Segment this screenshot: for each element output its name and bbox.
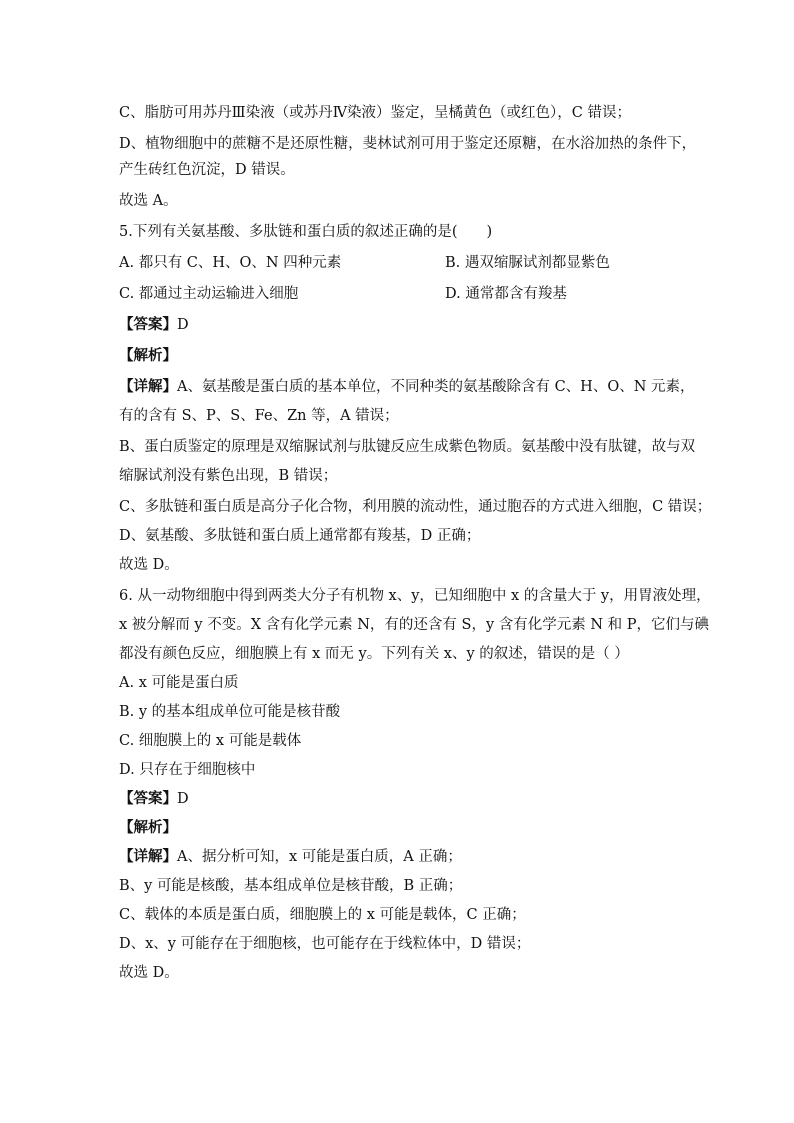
q5-detail-label: 【详解】 bbox=[119, 378, 177, 395]
q5-detail-text-1: A、氨基酸是蛋白质的基本单位，不同种类的氨基酸除含有 C、H、O、N 元素， bbox=[177, 379, 695, 395]
q6-option-b: B. y 的基本组成单位可能是核苷酸 bbox=[119, 704, 341, 720]
q6-option-c: C. 细胞膜上的 x 可能是载体 bbox=[119, 733, 302, 749]
q6-stem-line-3: 都没有颜色反应，细胞膜上有 x 而无 y。下列有关 x、y 的叙述，错误的是（ ） bbox=[119, 646, 629, 662]
q6-option-a: A. x 可能是蛋白质 bbox=[119, 675, 239, 691]
q6-analysis-label: 【解析】 bbox=[119, 819, 177, 836]
q6-stem-line-1: 6. 从一动物细胞中得到两类大分子有机物 x、y，已知细胞中 x 的含量大于 y，用胃液处理， bbox=[119, 588, 711, 604]
q5-detail-line-6: D、氨基酸、多肽链和蛋白质上通常都有羧基，D 正确； bbox=[119, 528, 481, 544]
prev-option-d-explanation-cont: 产生砖红色沉淀，D 错误。 bbox=[119, 162, 295, 178]
q5-detail-line-4: 缩脲试剂没有紫色出现，B 错误； bbox=[119, 468, 338, 484]
q5-option-d: D. 通常都含有羧基 bbox=[445, 286, 567, 302]
q5-choice: 故选 D。 bbox=[119, 557, 179, 573]
q6-choice: 故选 D。 bbox=[119, 965, 179, 981]
q6-detail-label: 【详解】 bbox=[119, 848, 177, 865]
q5-option-b: B. 遇双缩脲试剂都显紫色 bbox=[445, 255, 610, 271]
q6-detail-line-3: C、载体的本质是蛋白质，细胞膜上的 x 可能是载体，C 正确； bbox=[119, 907, 526, 923]
prev-option-c-explanation: C、脂肪可用苏丹Ⅲ染液（或苏丹Ⅳ染液）鉴定，呈橘黄色（或红色），C 错误； bbox=[119, 105, 632, 121]
q5-option-a: A. 都只有 C、H、O、N 四种元素 bbox=[119, 255, 342, 271]
q6-stem-line-2: x 被分解而 y 不变。X 含有化学元素 N，有的还含有 S，y 含有化学元素 N 和 P，它们与碘 bbox=[119, 617, 710, 633]
q6-option-d: D. 只存在于细胞核中 bbox=[119, 762, 256, 778]
q5-stem: 5.下列有关氨基酸、多肽链和蛋白质的叙述正确的是( ) bbox=[119, 224, 493, 240]
q5-options-row-2 bbox=[119, 284, 679, 304]
q6-answer bbox=[119, 789, 679, 809]
prev-option-d-explanation: D、植物细胞中的蔗糖不是还原性糖，斐林试剂可用于鉴定还原糖，在水浴加热的条件下， bbox=[119, 136, 697, 152]
q6-detail-text-1: A、据分析可知，x 可能是蛋白质，A 正确； bbox=[177, 849, 462, 865]
q5-detail-line-3: B、蛋白质鉴定的原理是双缩脲试剂与肽键反应生成紫色物质。氨基酸中没有肽键，故与双 bbox=[119, 439, 696, 455]
q5-answer bbox=[119, 315, 679, 335]
q5-option-c: C. 都通过主动运输进入细胞 bbox=[119, 286, 299, 302]
q5-detail-line-2: 有的含有 S、P、S、Fe、Zn 等，A 错误； bbox=[119, 408, 399, 424]
q5-analysis-label: 【解析】 bbox=[119, 347, 177, 364]
prev-choice: 故选 A。 bbox=[119, 193, 178, 209]
q6-answer-label: 【答案】 bbox=[119, 790, 177, 807]
q6-detail-line-4: D、x、y 可能存在于细胞核，也可能存在于线粒体中，D 错误； bbox=[119, 936, 531, 952]
q5-answer-value: D bbox=[177, 317, 189, 333]
q6-answer-value: D bbox=[177, 791, 189, 807]
q5-detail-line-5: C、多肽链和蛋白质是高分子化合物，利用膜的流动性，通过胞吞的方式进入细胞，C 错误； bbox=[119, 499, 712, 515]
page-content bbox=[119, 103, 712, 983]
q6-detail-line-2: B、y 可能是核酸，基本组成单位是核苷酸，B 正确； bbox=[119, 878, 463, 894]
q5-options-row-1 bbox=[119, 253, 679, 273]
q5-detail-line-1 bbox=[119, 377, 695, 397]
q5-answer-label: 【答案】 bbox=[119, 316, 177, 333]
q6-detail-line-1 bbox=[119, 847, 679, 867]
